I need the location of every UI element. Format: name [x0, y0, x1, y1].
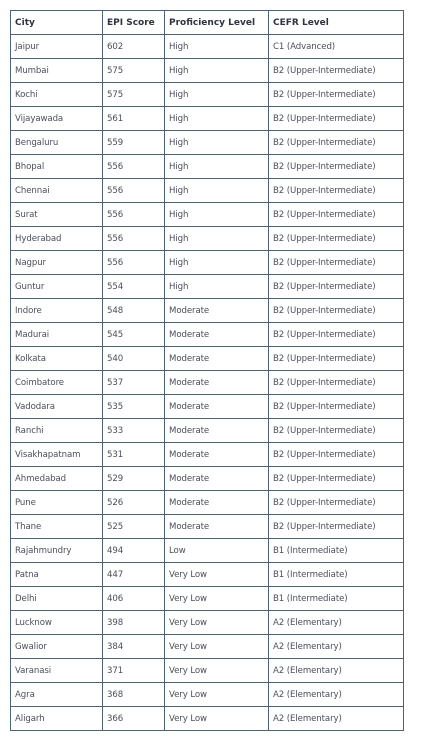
table-row: [11, 323, 404, 347]
cell-proficiency-level: Moderate: [165, 299, 269, 323]
table-row: [11, 179, 404, 203]
cell-epi-score: 556: [103, 179, 165, 203]
table-row: [11, 35, 404, 59]
cell-cefr-level: B2 (Upper-Intermediate): [269, 251, 404, 275]
cell-city: Surat: [11, 203, 103, 227]
cell-city: Kochi: [11, 83, 103, 107]
table-row: [11, 83, 404, 107]
cell-cefr-level: B2 (Upper-Intermediate): [269, 323, 404, 347]
cell-city: Lucknow: [11, 611, 103, 635]
table-row: [11, 467, 404, 491]
cell-epi-score: 525: [103, 515, 165, 539]
table-row: [11, 131, 404, 155]
cell-city: Nagpur: [11, 251, 103, 275]
cell-epi-score: 575: [103, 83, 165, 107]
table-row: [11, 251, 404, 275]
cell-city: Vijayawada: [11, 107, 103, 131]
cell-city: Ranchi: [11, 419, 103, 443]
table-row: [11, 563, 404, 587]
cell-proficiency-level: High: [165, 107, 269, 131]
cell-cefr-level: A2 (Elementary): [269, 707, 404, 731]
cell-cefr-level: B2 (Upper-Intermediate): [269, 83, 404, 107]
cell-city: Bhopal: [11, 155, 103, 179]
cell-cefr-level: B2 (Upper-Intermediate): [269, 203, 404, 227]
cell-cefr-level: B2 (Upper-Intermediate): [269, 347, 404, 371]
cell-city: Jaipur: [11, 35, 103, 59]
cell-city: Chennai: [11, 179, 103, 203]
table-row: [11, 395, 404, 419]
cell-cefr-level: B2 (Upper-Intermediate): [269, 227, 404, 251]
header-city: City: [11, 11, 103, 35]
table-row: [11, 275, 404, 299]
table-row: [11, 515, 404, 539]
cell-epi-score: 447: [103, 563, 165, 587]
table-row: [11, 203, 404, 227]
cell-cefr-level: B2 (Upper-Intermediate): [269, 179, 404, 203]
table-row: [11, 347, 404, 371]
cell-proficiency-level: Very Low: [165, 659, 269, 683]
cell-city: Varanasi: [11, 659, 103, 683]
cell-epi-score: 561: [103, 107, 165, 131]
cell-cefr-level: B2 (Upper-Intermediate): [269, 395, 404, 419]
cell-cefr-level: B2 (Upper-Intermediate): [269, 419, 404, 443]
cell-proficiency-level: High: [165, 203, 269, 227]
cell-proficiency-level: Moderate: [165, 323, 269, 347]
cell-epi-score: 526: [103, 491, 165, 515]
cell-city: Patna: [11, 563, 103, 587]
cell-epi-score: 366: [103, 707, 165, 731]
cell-proficiency-level: High: [165, 59, 269, 83]
cell-epi-score: 575: [103, 59, 165, 83]
cell-cefr-level: B1 (Intermediate): [269, 587, 404, 611]
cell-city: Indore: [11, 299, 103, 323]
table-row: [11, 659, 404, 683]
cell-epi-score: 371: [103, 659, 165, 683]
cell-epi-score: 368: [103, 683, 165, 707]
header-proficiency-level: Proficiency Level: [165, 11, 269, 35]
table-body: [11, 35, 404, 731]
cell-city: Aligarh: [11, 707, 103, 731]
cell-city: Bengaluru: [11, 131, 103, 155]
cell-cefr-level: B1 (Intermediate): [269, 539, 404, 563]
cell-city: Agra: [11, 683, 103, 707]
cell-proficiency-level: Low: [165, 539, 269, 563]
cell-proficiency-level: High: [165, 83, 269, 107]
header-cefr-level: CEFR Level: [269, 11, 404, 35]
cell-proficiency-level: Moderate: [165, 371, 269, 395]
epi-table: [10, 10, 404, 731]
cell-proficiency-level: High: [165, 179, 269, 203]
cell-proficiency-level: Moderate: [165, 443, 269, 467]
header-epi-score: EPI Score: [103, 11, 165, 35]
cell-cefr-level: A2 (Elementary): [269, 659, 404, 683]
cell-cefr-level: C1 (Advanced): [269, 35, 404, 59]
header-row: [11, 11, 404, 35]
cell-cefr-level: B2 (Upper-Intermediate): [269, 131, 404, 155]
table-row: [11, 443, 404, 467]
cell-cefr-level: B2 (Upper-Intermediate): [269, 299, 404, 323]
table-row: [11, 59, 404, 83]
table-row: [11, 419, 404, 443]
cell-cefr-level: B2 (Upper-Intermediate): [269, 371, 404, 395]
table-row: [11, 683, 404, 707]
cell-proficiency-level: High: [165, 251, 269, 275]
table-row: [11, 371, 404, 395]
cell-cefr-level: B2 (Upper-Intermediate): [269, 515, 404, 539]
cell-cefr-level: B2 (Upper-Intermediate): [269, 155, 404, 179]
cell-epi-score: 384: [103, 635, 165, 659]
cell-proficiency-level: High: [165, 275, 269, 299]
cell-epi-score: 548: [103, 299, 165, 323]
cell-proficiency-level: Very Low: [165, 563, 269, 587]
cell-epi-score: 537: [103, 371, 165, 395]
cell-epi-score: 406: [103, 587, 165, 611]
cell-epi-score: 531: [103, 443, 165, 467]
cell-cefr-level: B2 (Upper-Intermediate): [269, 275, 404, 299]
table-row: [11, 227, 404, 251]
cell-proficiency-level: Very Low: [165, 587, 269, 611]
table-row: [11, 299, 404, 323]
cell-city: Coimbatore: [11, 371, 103, 395]
cell-city: Mumbai: [11, 59, 103, 83]
cell-city: Visakhapatnam: [11, 443, 103, 467]
cell-epi-score: 556: [103, 155, 165, 179]
table-row: [11, 635, 404, 659]
cell-proficiency-level: Moderate: [165, 347, 269, 371]
cell-city: Hyderabad: [11, 227, 103, 251]
cell-proficiency-level: Moderate: [165, 419, 269, 443]
cell-city: Guntur: [11, 275, 103, 299]
cell-proficiency-level: Very Low: [165, 707, 269, 731]
cell-cefr-level: B2 (Upper-Intermediate): [269, 491, 404, 515]
cell-proficiency-level: Very Low: [165, 683, 269, 707]
cell-city: Kolkata: [11, 347, 103, 371]
table-row: [11, 539, 404, 563]
cell-cefr-level: A2 (Elementary): [269, 635, 404, 659]
cell-proficiency-level: Moderate: [165, 395, 269, 419]
cell-proficiency-level: High: [165, 35, 269, 59]
cell-epi-score: 545: [103, 323, 165, 347]
cell-epi-score: 529: [103, 467, 165, 491]
cell-cefr-level: B2 (Upper-Intermediate): [269, 467, 404, 491]
table-row: [11, 107, 404, 131]
cell-city: Delhi: [11, 587, 103, 611]
cell-city: Rajahmundry: [11, 539, 103, 563]
cell-proficiency-level: High: [165, 131, 269, 155]
cell-epi-score: 602: [103, 35, 165, 59]
cell-cefr-level: B2 (Upper-Intermediate): [269, 59, 404, 83]
cell-proficiency-level: Very Low: [165, 635, 269, 659]
cell-city: Madurai: [11, 323, 103, 347]
cell-epi-score: 554: [103, 275, 165, 299]
cell-cefr-level: A2 (Elementary): [269, 611, 404, 635]
cell-cefr-level: B2 (Upper-Intermediate): [269, 443, 404, 467]
cell-cefr-level: B2 (Upper-Intermediate): [269, 107, 404, 131]
cell-epi-score: 559: [103, 131, 165, 155]
cell-city: Ahmedabad: [11, 467, 103, 491]
table-row: [11, 707, 404, 731]
cell-epi-score: 556: [103, 227, 165, 251]
cell-city: Thane: [11, 515, 103, 539]
cell-proficiency-level: Moderate: [165, 491, 269, 515]
cell-epi-score: 556: [103, 203, 165, 227]
cell-city: Pune: [11, 491, 103, 515]
cell-cefr-level: B1 (Intermediate): [269, 563, 404, 587]
table-row: [11, 611, 404, 635]
cell-city: Gwalior: [11, 635, 103, 659]
cell-epi-score: 535: [103, 395, 165, 419]
cell-epi-score: 494: [103, 539, 165, 563]
cell-cefr-level: A2 (Elementary): [269, 683, 404, 707]
cell-epi-score: 533: [103, 419, 165, 443]
table-row: [11, 155, 404, 179]
table-row: [11, 587, 404, 611]
cell-proficiency-level: Moderate: [165, 467, 269, 491]
table-header: [11, 11, 404, 35]
cell-proficiency-level: High: [165, 155, 269, 179]
cell-city: Vadodara: [11, 395, 103, 419]
cell-proficiency-level: Very Low: [165, 611, 269, 635]
cell-proficiency-level: High: [165, 227, 269, 251]
cell-epi-score: 556: [103, 251, 165, 275]
cell-epi-score: 540: [103, 347, 165, 371]
table-row: [11, 491, 404, 515]
cell-proficiency-level: Moderate: [165, 515, 269, 539]
cell-epi-score: 398: [103, 611, 165, 635]
